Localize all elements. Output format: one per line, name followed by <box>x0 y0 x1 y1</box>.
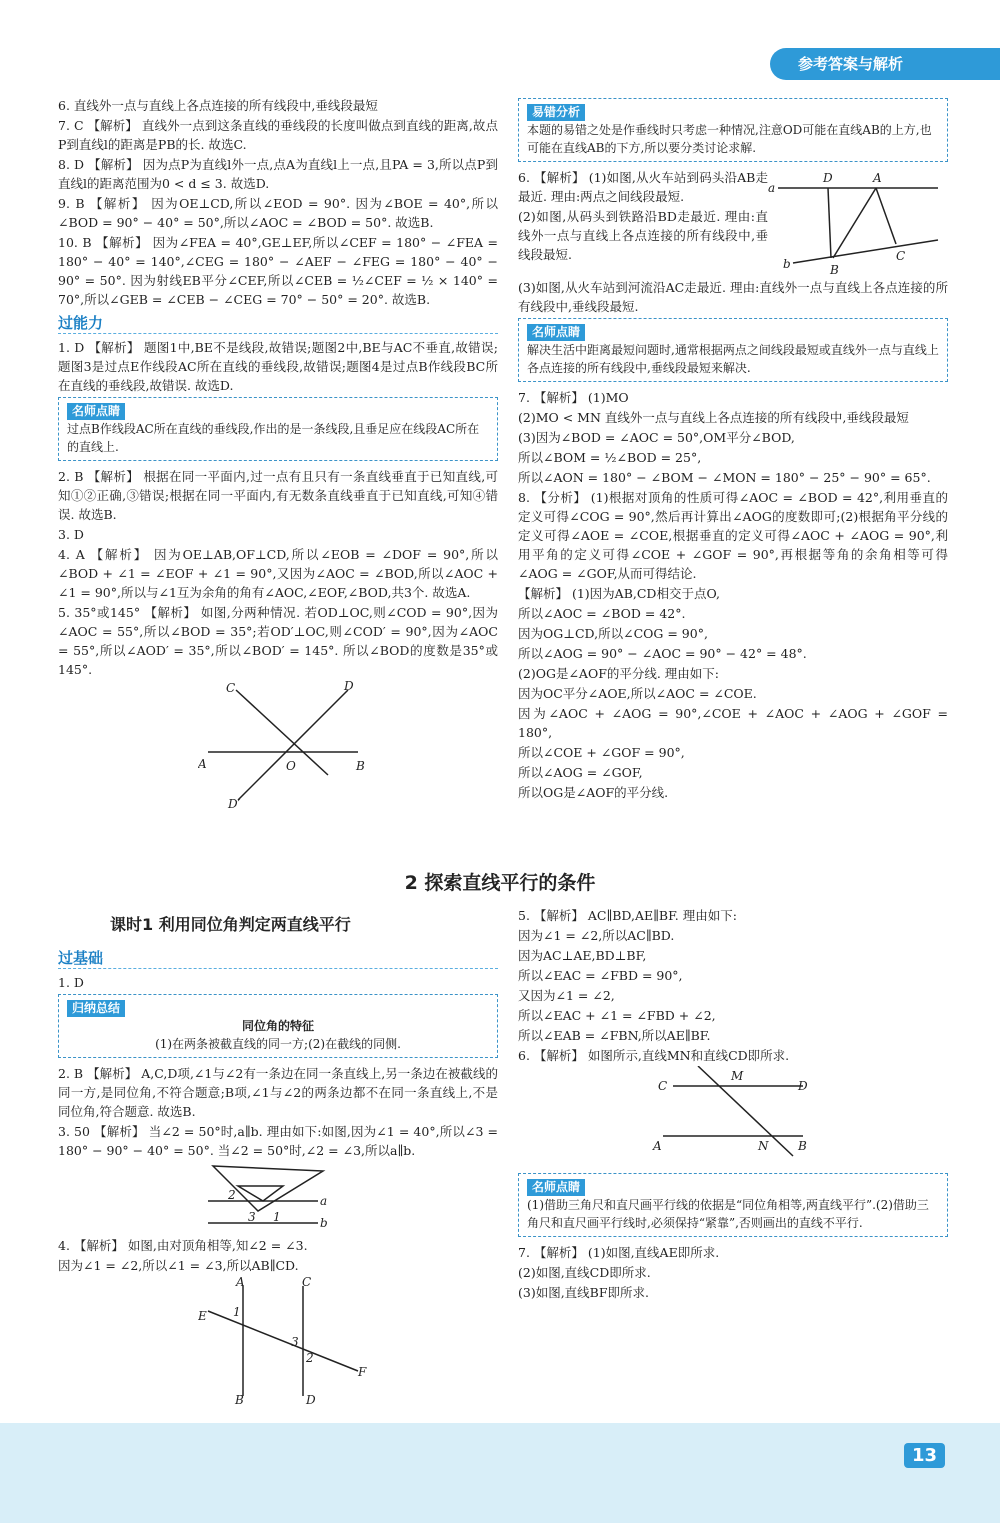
chapter-title: 2 探索直线平行的条件 <box>404 872 596 894</box>
right-upper-column <box>518 96 948 803</box>
list-item: 因为OG⊥CD,所以∠COG = 90°, <box>518 626 708 641</box>
list-item: 所以∠EAC = ∠FBD = 90°, <box>518 968 683 983</box>
header-banner: 参考答案与解析 <box>770 48 1000 80</box>
svg-text:2: 2 <box>306 1351 314 1365</box>
tip-box <box>518 1173 948 1237</box>
list-item: 所以∠EAB = ∠FBN,所以AE∥BF. <box>518 1028 711 1043</box>
list-item: 6. 直线外一点与直线上各点连接的所有线段中,垂线段最短 <box>58 98 378 113</box>
tip-label: 易错分析 <box>527 104 585 121</box>
svg-text:D′: D′ <box>228 797 241 810</box>
list-item: 因为∠AOC + ∠AOG = 90°,∠COE + ∠AOC + ∠AOG + ∠GOF = 180°, <box>518 706 948 740</box>
list-item: (3)如图,直线BF即所求. <box>518 1285 650 1300</box>
list-item: 1. D <box>58 975 84 990</box>
error-analysis-box <box>518 98 948 162</box>
list-item: 所以∠AOG = ∠GOF, <box>518 765 643 780</box>
list-item: 5. 【解析】 AC∥BD,AE∥BF. 理由如下: <box>518 908 737 923</box>
svg-text:b: b <box>783 257 791 271</box>
tip-label: 名师点睛 <box>527 1179 585 1196</box>
list-item: 4. A 【解析】 因为OE⊥AB,OF⊥CD,所以∠EOB = ∠DOF = 90°,所以∠BOD + ∠1 = ∠EOF + ∠1 = 90°,又因为∠AOC = ∠BOD,所以∠AOC + ∠1 = 90°,所以与∠1互为余角的角有∠AOC,∠EOF,∠BOD,共3个. 故选A. <box>58 547 498 600</box>
svg-text:O: O <box>286 759 296 773</box>
right-lower-column <box>518 906 948 1303</box>
list-item: 7. C 【解析】 直线外一点到这条直线的垂线段的长度叫做点到直线的距离,故点P到直线l的距离是PB的长. 故选C. <box>58 118 498 152</box>
svg-text:C: C <box>658 1079 668 1093</box>
tip-label: 归纳总结 <box>67 1000 125 1017</box>
tip-text: 解决生活中距离最短问题时,通常根据两点之间线段最短或直线外一点与直线上各点连接的所有线段中,垂线段最短来解决. <box>527 343 939 375</box>
svg-text:a: a <box>768 181 776 195</box>
list-item: (2)如图,直线CD即所求. <box>518 1265 651 1280</box>
list-item: (2)MO < MN 直线外一点与直线上各点连接的所有线段中,垂线段最短 <box>518 410 909 425</box>
svg-text:B: B <box>235 1393 244 1406</box>
left-lower-column <box>58 944 498 1411</box>
list-item: 因为∠1 = ∠2,所以AC∥BD. <box>518 928 675 943</box>
list-item: 3. 50 【解析】 当∠2 = 50°时,a∥b. 理由如下:如图,因为∠1 = 40°,所以∠3 = 180° − 90° − 40° = 50°. 当∠2 = 50°时,∠2 = ∠3,所以a∥b. <box>58 1124 498 1158</box>
svg-text:E: E <box>198 1309 207 1323</box>
list-item: 6. 【解析】 (1)如图,从火车站到码头沿AB走最近. 理由:两点之间线段最短. <box>518 170 768 204</box>
svg-text:F: F <box>358 1365 367 1379</box>
list-item: (2)如图,从码头到铁路沿BD走最近. 理由:直线外一点与直线上各点连接的所有线段中,垂线段最短. <box>518 209 768 262</box>
triangle-ruler-diagram <box>208 1161 358 1231</box>
list-item: 5. 35°或145° 【解析】 如图,分两种情况. 若OD⊥OC,则∠COD = 90°,因为∠AOC = 55°,所以∠BOD = 35°;若OD′⊥OC,则∠COD′ = 90°,因为∠AOC = 55°,所以∠AOD′ = 35°,所以∠BOD′ = 145°. 所以∠BOD的度数是35°或145°. <box>58 605 498 677</box>
list-item: (3)因为∠BOD = ∠AOC = 50°,OM平分∠BOD, <box>518 430 795 445</box>
svg-text:B: B <box>830 263 839 277</box>
list-item: 8. 【分析】 (1)根据对顶角的性质可得∠AOC = ∠BOD = 42°,利用垂直的定义可得∠COG = 90°,然后再计算出∠AOG的度数即可;(2)根据角平分线的定义可得∠AOE = ∠COE,根据垂直的定义可得∠AOC + ∠AOG = 90°,利用平角的定义可得∠COE + ∠GOF = 90°,再根据等角的余角相等可得∠AOG = ∠GOF,从而可得结论. <box>518 490 948 581</box>
list-item: 3. D <box>58 527 84 542</box>
list-item: 4. 【解析】 如图,由对顶角相等,知∠2 = ∠3. <box>58 1238 308 1253</box>
svg-text:1: 1 <box>273 1210 281 1224</box>
svg-text:C: C <box>302 1276 312 1289</box>
list-item: 10. B 【解析】 因为∠FEA = 40°,GE⊥EF,所以∠CEF = 180° − ∠FEA = 180° − 40° = 140°,∠CEG = 180° − ∠AEF − ∠FEG = 180° − 40° − 90° = 50°. 因为射线EB平分∠CEF,所以∠CEB = ½∠CEF = ½ × 140° = 70°,所以∠GEB = ∠CEB − ∠CEG = 70° − 50° = 20°. 故选B. <box>58 235 498 307</box>
svg-text:1: 1 <box>233 1305 241 1319</box>
list-item: 9. B 【解析】 因为OE⊥CD,所以∠EOD = 90°. 因为∠BOE = 40°,所以∠BOD = 90° − 40° = 50°,所以∠AOC = ∠BOD = 50°. 故选B. <box>58 196 498 230</box>
svg-text:B: B <box>356 759 365 773</box>
parallel-lines-diagram <box>643 1066 823 1166</box>
tip-box <box>518 318 948 382</box>
summary-box <box>58 994 498 1058</box>
item6-block <box>518 168 948 278</box>
angle-diagram <box>198 680 378 810</box>
svg-text:N: N <box>758 1139 769 1153</box>
list-item: 2. B 【解析】 根据在同一平面内,过一点有且只有一条直线垂直于已知直线,可知①②正确,③错误;根据在同一平面内,有无数条直线垂直于已知直线,可知④错误. 故选B. <box>58 469 498 522</box>
list-item: (2)OG是∠AOF的平分线. 理由如下: <box>518 666 720 681</box>
list-item: 所以∠COE + ∠GOF = 90°, <box>518 745 685 760</box>
svg-text:D: D <box>306 1393 316 1406</box>
tip-text: 本题的易错之处是作垂线时只考虑一种情况,注意OD可能在直线AB的上方,也可能在直线AB的下方,所以要分类讨论求解. <box>527 123 932 155</box>
svg-text:A: A <box>198 757 207 771</box>
tip-label: 名师点睛 <box>527 324 585 341</box>
list-item: 因为OC平分∠AOE,所以∠AOC = ∠COE. <box>518 686 757 701</box>
list-item: 因为AC⊥AE,BD⊥BF, <box>518 948 647 963</box>
list-item: 8. D 【解析】 因为点P为直线l外一点,点A为直线l上一点,且PA = 3,所以点P到直线l的距离范围为0 < d ≤ 3. 故选D. <box>58 157 498 191</box>
transversal-diagram <box>198 1276 378 1406</box>
svg-text:A: A <box>236 1276 245 1289</box>
railway-diagram <box>768 168 943 278</box>
svg-text:M: M <box>731 1069 744 1083</box>
page-number: 13 <box>904 1443 945 1468</box>
page-footer <box>0 1423 1000 1523</box>
svg-text:3: 3 <box>248 1210 256 1224</box>
tip-label: 名师点睛 <box>67 403 125 420</box>
list-item: 因为∠1 = ∠2,所以∠1 = ∠3,所以AB∥CD. <box>58 1258 299 1273</box>
section-title: 过能力 <box>58 313 498 334</box>
svg-text:b: b <box>320 1216 328 1230</box>
svg-text:D: D <box>823 171 833 185</box>
svg-text:C: C <box>896 249 906 263</box>
list-item: 7. 【解析】 (1)MO <box>518 390 629 405</box>
section-title: 过基础 <box>58 948 498 969</box>
list-item: 所以∠AOG = 90° − ∠AOC = 90° − 42° = 48°. <box>518 646 807 661</box>
svg-text:C: C <box>226 681 236 695</box>
list-item: 【解析】 (1)因为AB,CD相交于点O, <box>518 586 720 601</box>
list-item: 所以∠AOC = ∠BOD = 42°. <box>518 606 686 621</box>
list-item: (3)如图,从火车站到河流沿AC走最近. 理由:直线外一点与直线上各点连接的所有线段中,垂线段最短. <box>518 280 948 314</box>
svg-text:A: A <box>653 1139 662 1153</box>
svg-text:B: B <box>798 1139 807 1153</box>
list-item: 又因为∠1 = ∠2, <box>518 988 615 1003</box>
summary-text: (1)在两条被截直线的同一方;(2)在截线的同侧. <box>155 1037 401 1051</box>
list-item: 2. B 【解析】 A,C,D项,∠1与∠2有一条边在同一条直线上,另一条边在被截线的同一方,是同位角,不符合题意;B项,∠1与∠2的两条边都不在同一条直线上,不是同位角,符合题意. 故选B. <box>58 1066 498 1119</box>
summary-heading: 同位角的特征 <box>241 1019 314 1033</box>
tip-text: (1)借助三角尺和直尺画平行线的依据是“同位角相等,两直线平行”.(2)借助三角尺和直尺画平行线时,必须保持“紧靠”,否则画出的直线不平行. <box>527 1198 929 1230</box>
tip-box <box>58 397 498 461</box>
item6-text <box>518 168 768 278</box>
list-item: 所以∠EAC + ∠1 = ∠FBD + ∠2, <box>518 1008 716 1023</box>
list-item: 所以∠BOM = ½∠BOD = 25°, <box>518 450 702 465</box>
list-item: 1. D 【解析】 题图1中,BE不是线段,故错误;题图2中,BE与AC不垂直,故错误;题图3是过点E作线段AC所在直线的垂线段,故错误;题图4是过点B作线段BC所在直线的垂线段,故错误. 故选D. <box>58 340 498 393</box>
lesson-title: 课时1 利用同位角判定两直线平行 <box>110 915 351 934</box>
svg-text:A: A <box>873 171 882 185</box>
svg-text:D: D <box>798 1079 808 1093</box>
list-item: 7. 【解析】 (1)如图,直线AE即所求. <box>518 1245 720 1260</box>
svg-text:a: a <box>320 1194 328 1208</box>
svg-text:D: D <box>344 680 354 693</box>
tip-text: 过点B作线段AC所在直线的垂线段,作出的是一条线段,且垂足应在线段AC所在的直线上. <box>67 422 480 454</box>
list-item: 所以∠AON = 180° − ∠BOM − ∠MON = 180° − 25° − 90° = 65°. <box>518 470 931 485</box>
list-item: 6. 【解析】 如图所示,直线MN和直线CD即所求. <box>518 1048 790 1063</box>
left-upper-column <box>58 96 498 815</box>
svg-text:2: 2 <box>228 1188 236 1202</box>
list-item: 所以OG是∠AOF的平分线. <box>518 785 669 800</box>
svg-text:3: 3 <box>291 1335 299 1349</box>
